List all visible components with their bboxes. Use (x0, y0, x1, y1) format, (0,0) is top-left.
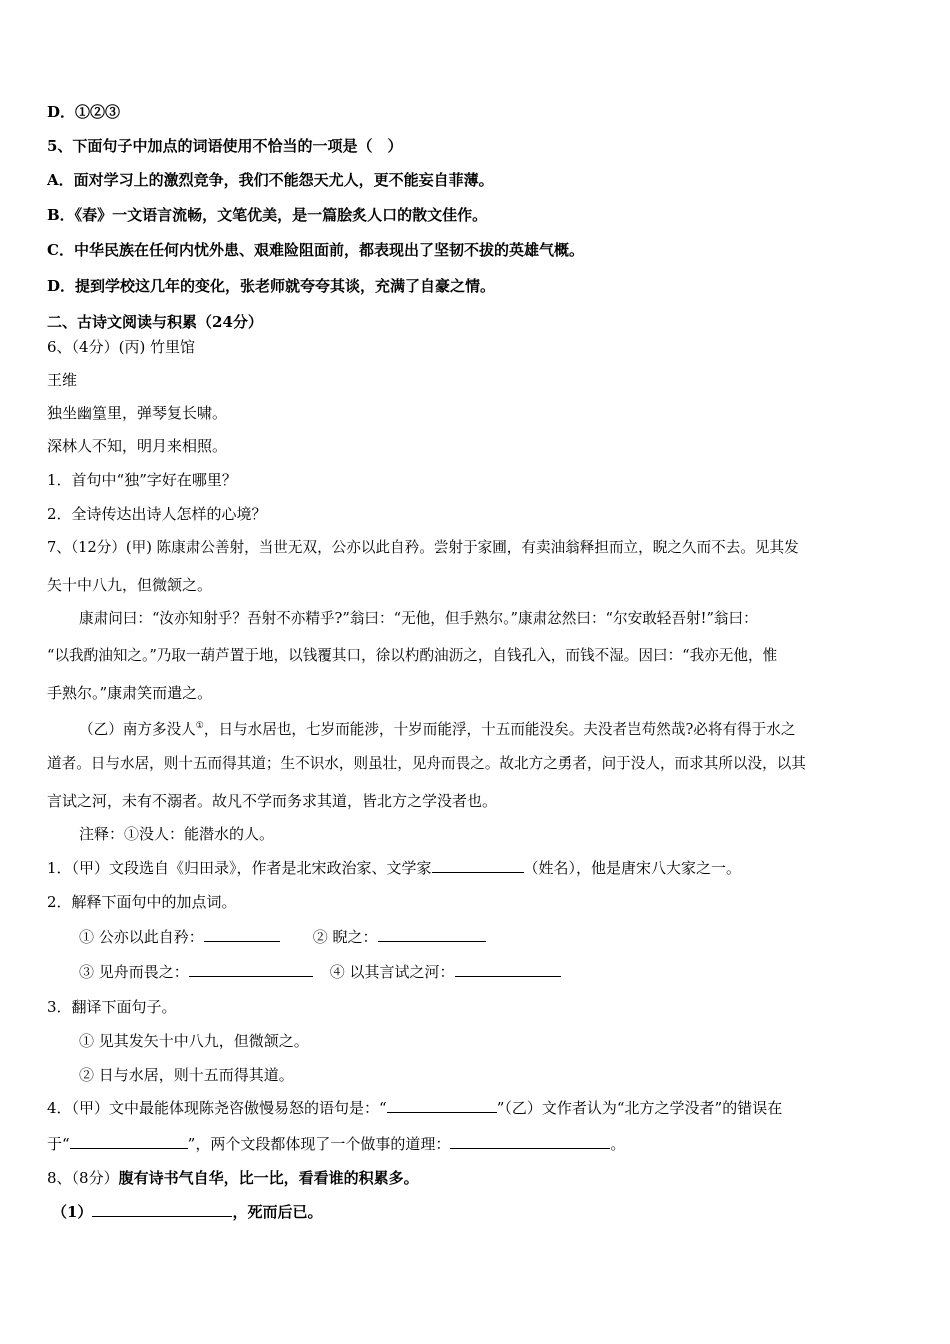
q8-stem (47, 1168, 419, 1188)
q7-q4-text: 于“ (47, 1135, 70, 1153)
answer-blank[interactable] (189, 962, 313, 977)
q7-question-4-cont (47, 1134, 625, 1154)
q6-question-2: 2．全诗传达出诗人怎样的心境？ (47, 505, 267, 523)
q7-q2-row (79, 927, 486, 947)
answer-blank[interactable] (378, 927, 486, 942)
q7-q2-row (79, 962, 561, 982)
answer-blank[interactable] (450, 1134, 610, 1149)
q8-stem-text: 腹有诗书气自华，比一比，看看谁的积累多。 (118, 1169, 419, 1187)
q5-option-d: D．提到学校这几年的变化，张老师就夸夸其谈，充满了自豪之情。 (47, 277, 496, 295)
q5-option-a: A．面对学习上的激烈竞争，我们不能怨天尤人，更不能妄自菲薄。 (47, 171, 494, 189)
q7-q2-item: ④ 以其言试之河： (329, 963, 455, 981)
footnote-marker: ① (195, 721, 204, 731)
q7-para3-line: 道者。日与水居，则十五而得其道；生不识水，则虽壮，见舟而畏之。故北方之勇者，问于没人，而求其所以没，以其 (47, 755, 806, 772)
q7-q4-text: 4．（甲）文中最能体现陈尧咨傲慢易怒的语句是：“ (47, 1099, 387, 1117)
q7-question-1 (47, 858, 741, 878)
q7-para3-text: （乙）南方多没人 (79, 720, 196, 738)
section-title: 二、古诗文阅读与积累（24分） (47, 313, 263, 331)
q7-para2-line: 手熟尔。”康肃笑而遣之。 (47, 684, 213, 702)
q7-q1-text: 1．（甲）文段选自《归田录》，作者是北宋政治家、文学家 (47, 859, 432, 877)
q7-para3-line (79, 716, 795, 740)
q7-question-4 (47, 1098, 782, 1118)
q8-item-text: ，死而后已。 (232, 1203, 323, 1221)
q7-para2-line: “以我酌油知之。”乃取一葫芦置于地，以钱覆其口，徐以杓酌油沥之，自钱孔入，而钱不湿。因曰：“我亦无他，惟 (47, 647, 778, 664)
q7-q1-text: （姓名），他是唐宋八大家之一。 (523, 859, 742, 877)
q7-q4-text: ”，两个文段都体现了一个做事的道理： (187, 1135, 451, 1153)
q7-para1-line: 矢十中八九，但微颔之。 (47, 576, 213, 594)
q6-stem: 6、（4分）(丙) 竹里馆 (47, 338, 196, 356)
answer-blank[interactable] (70, 1134, 188, 1149)
answer-blank[interactable] (387, 1098, 497, 1113)
q7-question-2: 2．解释下面句中的加点词。 (47, 893, 237, 911)
q8-item-number: （1） (52, 1203, 93, 1221)
q6-question-1: 1．首句中“独”字好在哪里？ (47, 471, 237, 489)
q7-question-3: 3．翻译下面句子。 (47, 998, 177, 1016)
q4-option-d: D．①②③ (47, 103, 121, 121)
q7-q2-item: ① 公亦以此自矜： (79, 928, 204, 946)
q7-q2-item: ② 睨之： (312, 928, 378, 946)
q7-q4-text: 。 (610, 1135, 626, 1153)
q7-q3-item: ① 见其发矢十中八九，但微颔之。 (79, 1032, 309, 1050)
q7-note: 注释：①没人：能潜水的人。 (79, 825, 275, 843)
q8-stem-number: 8、（8分） (47, 1169, 119, 1187)
answer-blank[interactable] (92, 1202, 232, 1217)
q7-para3-line: 言试之河，未有不溺者。故凡不学而务求其道，皆北方之学没者也。 (47, 792, 498, 810)
q5-stem: 5、下面句子中加点的词语使用不恰当的一项是（ ） (47, 137, 403, 155)
q5-option-b: B．《春》一文语言流畅，文笔优美，是一篇脍炙人口的散文佳作。 (47, 206, 488, 224)
q7-q4-text: ”（乙）文作者认为“北方之学没者”的错误在 (496, 1099, 783, 1117)
q6-poem-line: 独坐幽篁里，弹琴复长啸。 (47, 404, 228, 422)
answer-blank[interactable] (204, 927, 280, 942)
answer-blank[interactable] (455, 962, 561, 977)
q7-q3-item: ② 日与水居，则十五而得其道。 (79, 1066, 294, 1084)
q7-para1-line: 7、（12分）(甲) 陈康肃公善射，当世无双，公亦以此自矜。尝射于家圃，有卖油翁释担而立，睨之久而不去。见其发 (47, 539, 799, 556)
q6-author: 王维 (47, 371, 78, 389)
q6-poem-line: 深林人不知，明月来相照。 (47, 437, 228, 455)
q8-item-1 (52, 1202, 322, 1222)
answer-blank[interactable] (432, 858, 524, 873)
q7-q2-item: ③ 见舟而畏之： (79, 963, 189, 981)
q7-para2-line: 康肃问曰：“汝亦知射乎？吾射不亦精乎?”翁曰：“无他，但手熟尔。”康肃忿然曰：“尔安敢轻吾射!”翁曰： (79, 610, 758, 627)
q5-option-c: C．中华民族在任何内忧外患、艰难险阻面前，都表现出了坚韧不拔的英雄气概。 (47, 241, 584, 259)
q7-para3-text: ，日与水居也，七岁而能涉，十岁而能浮，十五而能没矣。夫没者岂苟然哉?必将有得于水之 (203, 720, 796, 738)
